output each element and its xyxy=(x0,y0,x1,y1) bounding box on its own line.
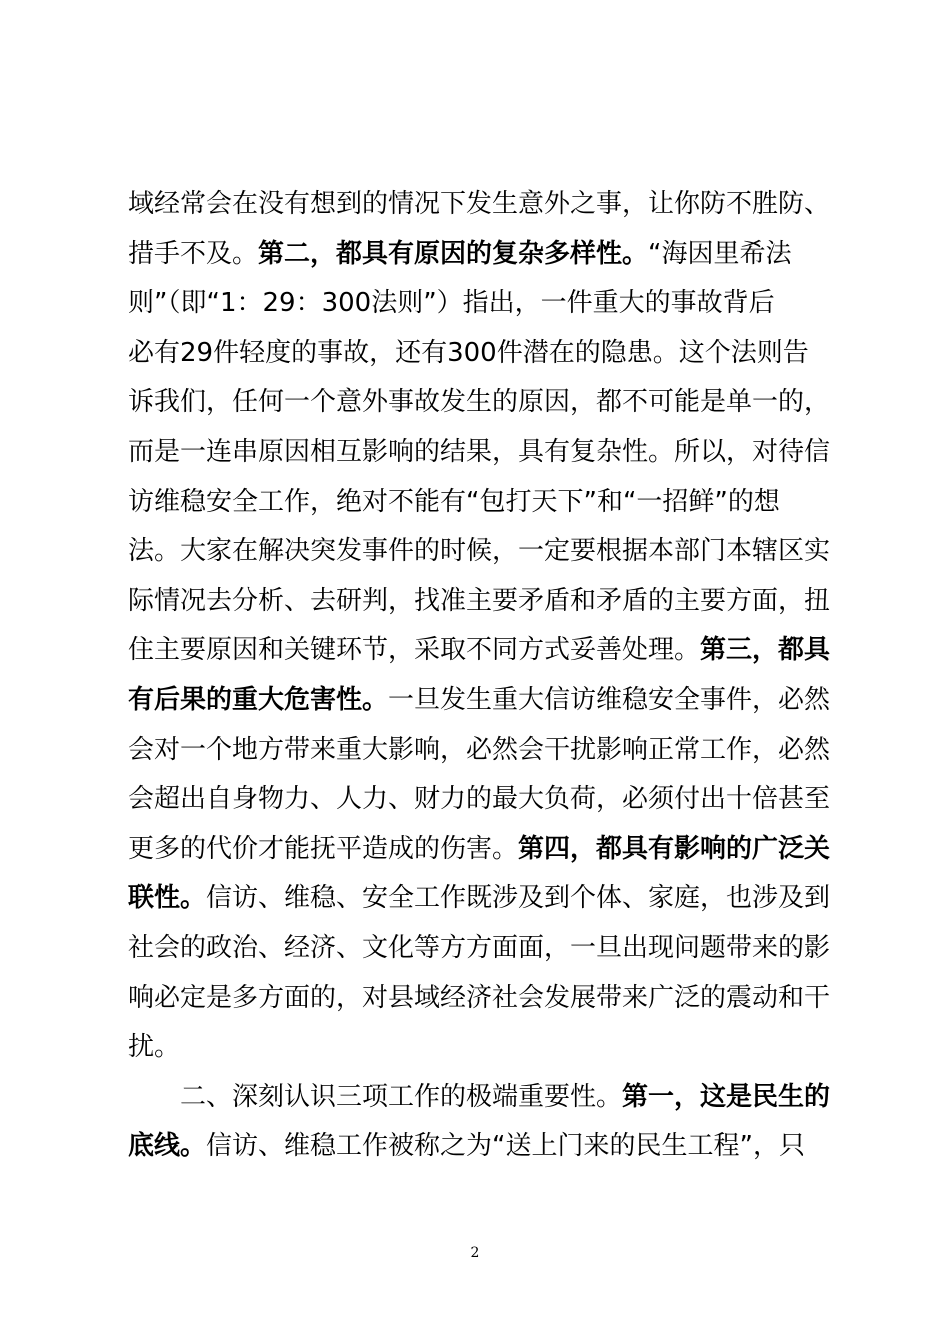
bold-text-segment: 底线。 xyxy=(128,1131,207,1161)
text-segment: 信访、维稳工作被称之为“送上门来的民生工程”，只 xyxy=(206,1131,805,1161)
bold-text-segment: 有后果的重大危害性。 xyxy=(128,685,389,715)
text-segment: 法。大家在解决突发事件的时候，一定要根据本部门本辖区实 xyxy=(128,536,831,566)
page-number: 2 xyxy=(470,1245,480,1261)
bold-text-segment: 第一，这是民生的 xyxy=(622,1082,831,1112)
text-segment: 域经常会在没有想到的情况下发生意外之事，让你防不胜防、 xyxy=(128,189,831,219)
text-segment: 信访、维稳、安全工作既涉及到个体、家庭，也涉及到 xyxy=(206,883,831,913)
text-segment: 际情况去分析、去研判，找准主要矛盾和矛盾的主要方面，扭 xyxy=(128,586,831,616)
text-segment: 一旦发生重大信访维稳安全事件，必然 xyxy=(388,685,831,715)
bold-text-segment: 第二，都具有原因的复杂多样性。 xyxy=(258,239,649,269)
text-line xyxy=(128,927,838,969)
text-line xyxy=(128,729,838,771)
text-segment: 诉我们，任何一个意外事故发生的原因，都不可能是单一的， xyxy=(128,387,831,417)
text-line xyxy=(128,977,838,1019)
text-line xyxy=(128,1125,838,1167)
text-line xyxy=(128,183,838,225)
text-line xyxy=(128,431,838,473)
text-line xyxy=(128,332,838,374)
text-line xyxy=(128,580,838,622)
text-segment: 访维稳安全工作，绝对不能有“包打天下”和“一招鲜”的想 xyxy=(128,487,780,517)
text-segment: 会对一个地方带来重大影响，必然会干扰影响正常工作，必然 xyxy=(128,735,831,765)
text-segment: 必有29件轻度的事故，还有300件潜在的隐患。这个法则告 xyxy=(128,338,809,368)
text-line xyxy=(128,282,838,324)
text-line xyxy=(128,530,838,572)
bold-text-segment: 联性。 xyxy=(128,883,207,913)
text-segment: 则”（即“1：29：300法则”）指出，一件重大的事故背后 xyxy=(128,288,775,318)
text-line xyxy=(128,629,838,671)
text-segment: 社会的政治、经济、文化等方方面面，一旦出现问题带来的影 xyxy=(128,933,831,963)
text-segment: 二、深刻认识三项工作的极端重要性。 xyxy=(128,1082,623,1112)
text-segment: 更多的代价才能抚平造成的伤害。 xyxy=(128,834,519,864)
text-line xyxy=(128,679,838,721)
text-line xyxy=(128,1076,838,1118)
text-line xyxy=(128,381,838,423)
text-line xyxy=(128,778,838,820)
text-line xyxy=(128,481,838,523)
text-line xyxy=(128,233,838,275)
bold-text-segment: 第三，都具 xyxy=(700,635,831,665)
text-segment: “海因里希法 xyxy=(648,239,792,269)
text-line xyxy=(128,877,838,919)
bold-text-segment: 第四，都具有影响的广泛关 xyxy=(518,834,831,864)
text-segment: 扰。 xyxy=(128,1032,181,1062)
text-segment: 措手不及。 xyxy=(128,239,259,269)
text-segment: 响必定是多方面的，对县域经济社会发展带来广泛的震动和干 xyxy=(128,983,831,1013)
text-segment: 而是一连串原因相互影响的结果，具有复杂性。所以，对待信 xyxy=(128,437,831,467)
text-line xyxy=(128,1026,838,1068)
text-segment: 住主要原因和关键环节，采取不同方式妥善处理。 xyxy=(128,635,701,665)
text-segment: 会超出自身物力、人力、财力的最大负荷，必须付出十倍甚至 xyxy=(128,784,831,814)
text-line xyxy=(128,828,838,870)
